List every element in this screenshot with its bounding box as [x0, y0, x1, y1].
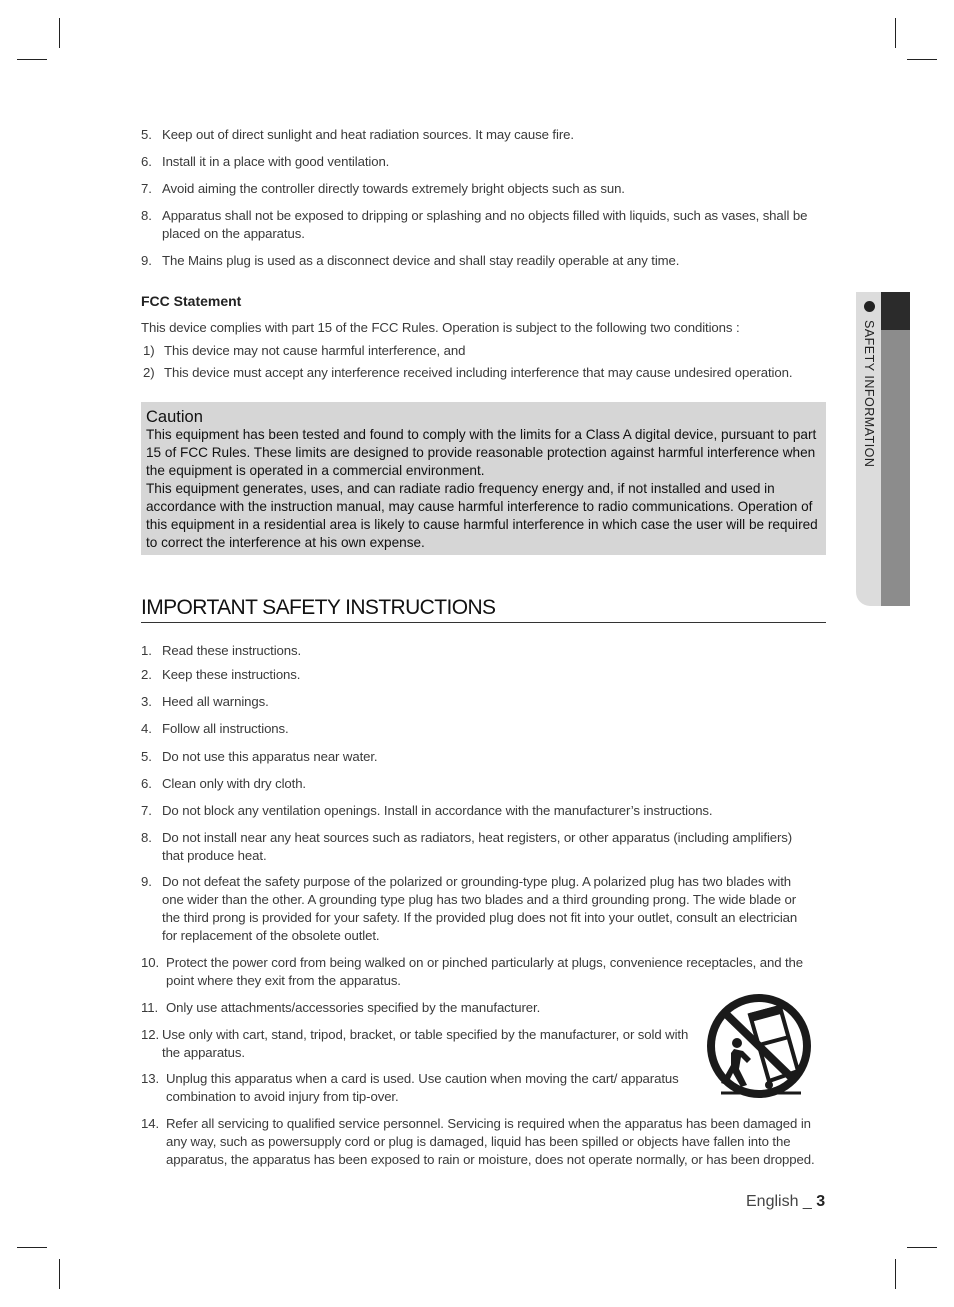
item-number: 9.	[141, 874, 152, 889]
item-text: Clean only with dry cloth.	[162, 776, 306, 791]
item-number: 10.	[141, 955, 160, 970]
item-text: Refer all servicing to qualified service personnel. Servicing is required when the apparatus has been damaged in any way, such as powersupply cord or plug is damaged, liquid has been spilled or objects have fallen into the apparatus, the apparatus has been exposed to rain or moisture, does not operate normally, or has been dropped.	[166, 1116, 815, 1167]
side-tab-strip	[881, 330, 910, 606]
list-item	[141, 153, 811, 171]
item-number: 6.	[141, 154, 152, 169]
list-item	[141, 642, 811, 660]
item-number: 3.	[141, 694, 152, 709]
crop-mark	[895, 1259, 896, 1289]
list-item	[141, 1070, 691, 1106]
page-footer	[746, 1193, 825, 1211]
item-text: Read these instructions.	[162, 643, 302, 658]
item-number: 1.	[141, 643, 152, 658]
item-number: 5.	[141, 127, 152, 142]
caution-paragraph: This equipment generates, uses, and can radiate radio frequency energy and, if not installed and used in accordance with the instruction manual, may cause harmful interference to radio communications. Operation of this equipment in a residential area is likely to cause harmful interference in which case the user will be required to correct the interference at his own expense.	[146, 481, 818, 550]
item-text: Install it in a place with good ventilation.	[162, 154, 390, 169]
fcc-intro: This device complies with part 15 of the FCC Rules. Operation is subject to the following two conditions :	[141, 320, 740, 335]
item-number: 4.	[141, 721, 152, 736]
section-title: IMPORTANT SAFETY INSTRUCTIONS	[141, 596, 496, 619]
crop-mark	[907, 1247, 937, 1248]
caution-paragraph: This equipment has been tested and found to comply with the limits for a Class A digital device, pursuant to part 15 of FCC Rules. These limits are designed to provide reasonable protection against harmful interference when the equipment is operated in a commercial environment.	[146, 427, 817, 478]
cart-tip-over-warning-icon	[703, 993, 815, 1105]
item-number: 13.	[141, 1071, 160, 1086]
side-tab-marker	[881, 292, 910, 330]
item-text: Only use attachments/accessories specified by the manufacturer.	[166, 1000, 541, 1015]
list-item	[141, 207, 811, 243]
crop-mark	[17, 59, 47, 60]
item-number: 11.	[141, 1000, 159, 1015]
crop-mark	[895, 18, 896, 48]
item-number: 9.	[141, 253, 152, 268]
item-number: 2.	[141, 667, 152, 682]
list-item	[141, 829, 811, 865]
section-divider	[141, 622, 826, 623]
item-text: Use only with cart, stand, tripod, bracket, or table specified by the manufacturer, or sold with the apparatus.	[162, 1027, 689, 1060]
item-number: 8.	[141, 208, 152, 223]
item-number: 8.	[141, 830, 152, 845]
list-item	[141, 1115, 821, 1169]
item-text: Keep these instructions.	[162, 667, 301, 682]
side-tab-label: SAFETY INFORMATION	[862, 320, 876, 468]
page-number: 3	[816, 1193, 826, 1210]
list-item	[141, 126, 811, 144]
fcc-condition	[143, 343, 466, 358]
list-item	[141, 693, 811, 711]
item-text: The Mains plug is used as a disconnect device and shall stay readily operable at any time.	[162, 253, 680, 268]
list-item	[141, 252, 811, 270]
item-text: Do not install near any heat sources such as radiators, heat registers, or other apparatus (including amplifiers) that produce heat.	[162, 830, 793, 863]
condition-text: This device must accept any interference received including interference that may cause undesired operation.	[164, 365, 793, 380]
list-item	[141, 954, 811, 990]
fcc-heading: FCC Statement	[141, 293, 242, 309]
bullet-icon	[864, 301, 875, 312]
list-item	[141, 666, 811, 684]
list-item	[141, 180, 811, 198]
item-text: Do not use this apparatus near water.	[162, 749, 378, 764]
footer-language: English _	[746, 1193, 817, 1210]
item-text: Unplug this apparatus when a card is used. Use caution when moving the cart/ apparatus combination to avoid injury from tip-over.	[166, 1071, 679, 1104]
list-item	[141, 720, 811, 738]
item-text: Protect the power cord from being walked on or pinched particularly at plugs, convenience receptacles, and the point where they exit from the apparatus.	[166, 955, 804, 988]
item-number: 6.	[141, 776, 152, 791]
list-item	[141, 802, 811, 820]
list-item	[141, 775, 811, 793]
item-text: Do not defeat the safety purpose of the polarized or grounding-type plug. A polarized plug has two blades with one wider than the other. A grounding type plug has two blades and a third grounding prong. The wide blade or the third prong is provided for your safety. If the provided plug does not fit into your outlet, consult an electrician for replacement of the obsolete outlet.	[162, 874, 798, 943]
item-text: Keep out of direct sunlight and heat radiation sources. It may cause fire.	[162, 127, 574, 142]
condition-number: 1)	[143, 343, 155, 358]
item-text: Apparatus shall not be exposed to dripping or splashing and no objects filled with liquids, such as vases, shall be placed on the apparatus.	[162, 208, 808, 241]
list-item	[141, 873, 811, 945]
item-number: 5.	[141, 749, 152, 764]
list-item	[141, 1026, 691, 1062]
item-text: Do not block any ventilation openings. Install in accordance with the manufacturer’s instructions.	[162, 803, 713, 818]
crop-mark	[59, 1259, 60, 1289]
caution-title: Caution	[146, 408, 203, 426]
item-number: 7.	[141, 803, 152, 818]
list-item	[141, 748, 811, 766]
fcc-condition	[143, 365, 793, 380]
item-number: 12.	[141, 1027, 160, 1042]
item-number: 7.	[141, 181, 152, 196]
crop-mark	[59, 18, 60, 48]
caution-box	[141, 402, 826, 555]
list-item	[141, 999, 691, 1017]
condition-text: This device may not cause harmful interference, and	[164, 343, 466, 358]
item-text: Follow all instructions.	[162, 721, 289, 736]
crop-mark	[17, 1247, 47, 1248]
item-text: Avoid aiming the controller directly towards extremely bright objects such as sun.	[162, 181, 625, 196]
condition-number: 2)	[143, 365, 155, 380]
item-number: 14.	[141, 1116, 160, 1131]
crop-mark	[907, 59, 937, 60]
item-text: Heed all warnings.	[162, 694, 269, 709]
